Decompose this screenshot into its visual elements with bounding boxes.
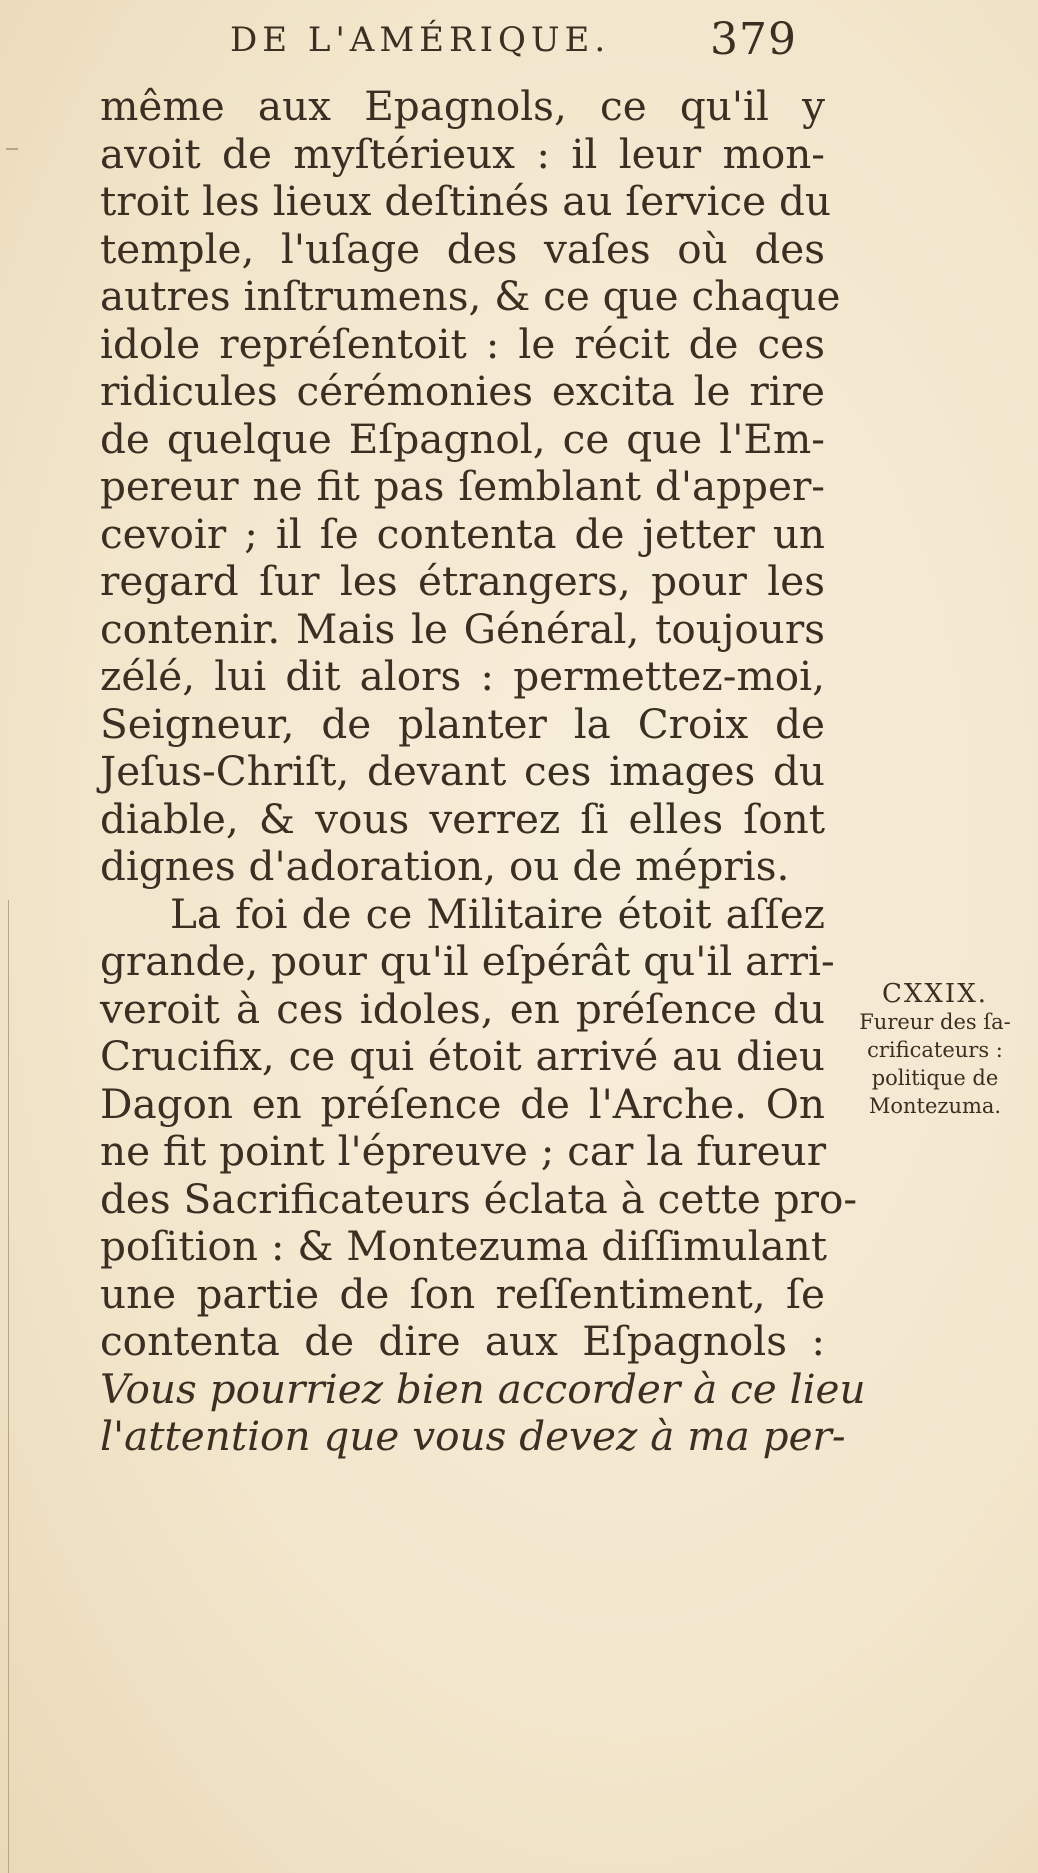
text-line: contenta de dire aux Eſpagnols :: [100, 1317, 825, 1365]
text-line: grande, pour qu'il eſpérât qu'il arri-: [100, 937, 835, 985]
text-line: veroit à ces idoles, en préſence du: [100, 984, 825, 1033]
running-head-title: DE L'AMÉRIQUE.: [230, 20, 611, 60]
text-line: de quelque Eſpagnol, ce que l'Em-: [100, 414, 825, 463]
body-text: [100, 82, 866, 1461]
italic-text-line: l'attention que vous devez à ma per-: [100, 1412, 846, 1460]
italic-text-line: Vous pourriez bien accorder à ce lieu: [100, 1364, 866, 1413]
text-line: même aux Epagnols, ce qu'il y: [100, 82, 825, 130]
text-line: cevoir ; il ſe contenta de jetter un: [100, 509, 825, 558]
text-line: dignes d'adoration, ou de mépris.: [100, 842, 790, 890]
text-line: contenir. Mais le Général, toujours: [100, 604, 825, 653]
text-line: ridicules cérémonies excita le rire: [100, 367, 825, 415]
text-line: avoit de myſtérieux : il leur mon-: [100, 129, 825, 178]
text-line: idole repréſentoit : le récit de ces: [100, 319, 825, 368]
text-line: autres inſtrumens, & ce que chaque: [100, 272, 841, 320]
margin-note-line: politique de: [871, 1066, 999, 1090]
page-mark: [6, 148, 18, 150]
margin-note-line: crificateurs :: [867, 1038, 1003, 1062]
text-line: regard ſur les étrangers, pour les: [100, 557, 825, 605]
margin-note-numeral: CXXIX.: [882, 979, 988, 1009]
margin-note: [835, 980, 1035, 1120]
text-line: troit les lieux deſtinés au ſervice du: [100, 177, 831, 225]
margin-note-line: Fureur des ſa-: [859, 1010, 1011, 1034]
text-line: Seigneur, de planter la Croix de: [100, 699, 825, 748]
text-line: diable, & vous verrez ſi elles ſont: [100, 794, 825, 843]
page-number: 379: [710, 14, 797, 65]
text-line: des Sacrificateurs éclata à cette pro-: [100, 1174, 858, 1223]
text-line: temple, l'uſage des vaſes où des: [100, 224, 825, 273]
text-line: une partie de ſon reſſentiment, ſe: [100, 1269, 825, 1318]
text-line: pereur ne fit pas ſemblant d'apper-: [100, 462, 825, 510]
text-line: poſition : & Montezuma diſſimulant: [100, 1222, 828, 1270]
text-line: ne fit point l'épreuve ; car la fureur: [100, 1127, 827, 1175]
text-line: zélé, lui dit alors : permettez-moi,: [100, 652, 825, 700]
text-line: La foi de ce Militaire étoit aſſez: [170, 889, 825, 938]
text-line: Crucifix, ce qui étoit arrivé au dieu: [100, 1032, 825, 1080]
margin-note-line: Montezuma.: [868, 1094, 1002, 1118]
text-line: Dagon en préſence de l'Arche. On: [100, 1079, 825, 1128]
binding-edge-line: [8, 900, 9, 1873]
text-line: Jeſus-Chriſt, devant ces images du: [100, 747, 825, 795]
